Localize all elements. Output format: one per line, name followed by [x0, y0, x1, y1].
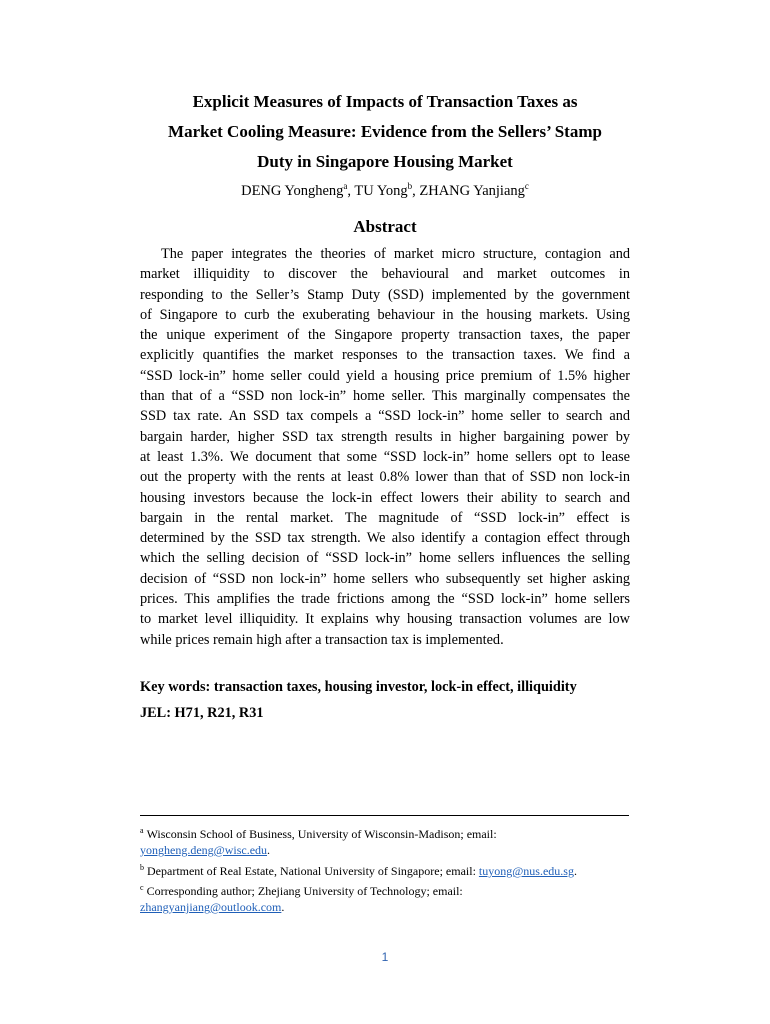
- footnote-tail: .: [573, 864, 577, 878]
- abstract-line: the unique experiment of the Singapore property transaction taxes, the paper: [140, 327, 630, 344]
- footnote-tail: .: [267, 843, 271, 857]
- author-name: TU Yong: [354, 183, 408, 199]
- abstract-line: prices. This amplifies the trade frictions among the “SSD lock-in” home sellers: [140, 591, 630, 608]
- abstract-line: bargain in the rental market. The magnitude of “SSD lock-in” effect is: [140, 509, 630, 526]
- footnote-mark: c: [140, 883, 144, 892]
- abstract-line: to market level illiquidity. It explains why housing transaction volumes are low: [140, 611, 630, 628]
- keywords: Key words: transaction taxes, housing investor, lock-in effect, illiquidity: [140, 679, 577, 695]
- title-line: Duty in Singapore Housing Market: [257, 152, 513, 171]
- footnote-b: [140, 863, 630, 879]
- footnote-tail: .: [281, 900, 285, 914]
- author-affiliation-mark: b: [407, 181, 413, 192]
- author-separator: ,: [412, 183, 420, 199]
- email-link[interactable]: zhangyanjiang@outlook.com: [140, 900, 282, 914]
- footnote-text: Department of Real Estate, National University of Singapore; email:: [147, 864, 476, 878]
- email-link[interactable]: yongheng.deng@wisc.edu: [140, 843, 268, 857]
- abstract-line: market illiquidity to discover the behavioural and market outcomes in: [140, 266, 630, 283]
- author-affiliation-mark: a: [343, 181, 348, 192]
- abstract-line: while prices remain high after a transaction tax is implemented.: [140, 631, 504, 648]
- footnote-mark: a: [140, 826, 144, 835]
- footnote-c: [140, 883, 630, 915]
- abstract-line: explicitly quantifies the market responses to the transaction taxes. We find a: [140, 347, 630, 364]
- abstract-line: decision of “SSD non lock-in” home sellers who subsequently set higher asking: [140, 570, 630, 587]
- abstract-line: “SSD lock-in” home seller could yield a housing price premium of 1.5% higher: [140, 367, 630, 384]
- footnote-a: [140, 826, 630, 858]
- abstract-line: responding to the Seller’s Stamp Duty (SSD) implemented by the government: [140, 286, 630, 303]
- title-line: Explicit Measures of Impacts of Transaction Taxes as: [192, 92, 578, 111]
- abstract-line: out the property with the rents at least 0.8% lower than that of SSD non lock-in: [140, 469, 630, 486]
- footnote-mark: b: [140, 863, 144, 872]
- page-number: 1: [381, 950, 389, 964]
- email-link[interactable]: tuyong@nus.edu.sg: [478, 864, 574, 878]
- author-name: DENG Yongheng: [241, 183, 344, 199]
- author-list: [140, 181, 630, 201]
- footnote-divider: [140, 815, 629, 816]
- abstract-line: bargain harder, higher SSD tax strength results in higher bargaining power by: [140, 428, 630, 445]
- abstract-heading: Abstract: [353, 217, 417, 236]
- abstract-line: of Singapore to curb the exuberating behaviour in the housing markets. Using: [140, 306, 630, 323]
- author-affiliation-mark: c: [524, 181, 529, 192]
- paper-title: [140, 87, 630, 177]
- abstract-line: than that of a “SSD non lock-in” home seller. This marginally compensates the: [140, 388, 630, 405]
- abstract-line: The paper integrates the theories of market micro structure, contagion and: [161, 246, 630, 262]
- title-line: Market Cooling Measure: Evidence from the Sellers’ Stamp: [168, 122, 602, 141]
- abstract-line: at least 1.3%. We document that some “SSD lock-in” home sellers opt to lease: [140, 448, 630, 465]
- footnote-text: Wisconsin School of Business, University of Wisconsin-Madison; email:: [146, 827, 497, 841]
- author-name: ZHANG Yanjiang: [419, 183, 525, 199]
- footnote-text: Corresponding author; Zhejiang University of Technology; email:: [146, 884, 463, 898]
- author-separator: ,: [347, 183, 355, 199]
- abstract-line: which the selling decision of “SSD lock-in” home sellers influences the selling: [140, 550, 630, 567]
- abstract-body: [140, 244, 630, 650]
- jel-codes: JEL: H71, R21, R31: [140, 705, 264, 721]
- abstract-line: housing investors because the lock-in effect lowers their ability to search and: [140, 489, 630, 506]
- abstract-line: determined by the SSD tax strength. We also identify a contagion effect through: [140, 530, 630, 547]
- abstract-line: SSD tax rate. An SSD tax compels a “SSD lock-in” home seller to search and: [140, 408, 630, 425]
